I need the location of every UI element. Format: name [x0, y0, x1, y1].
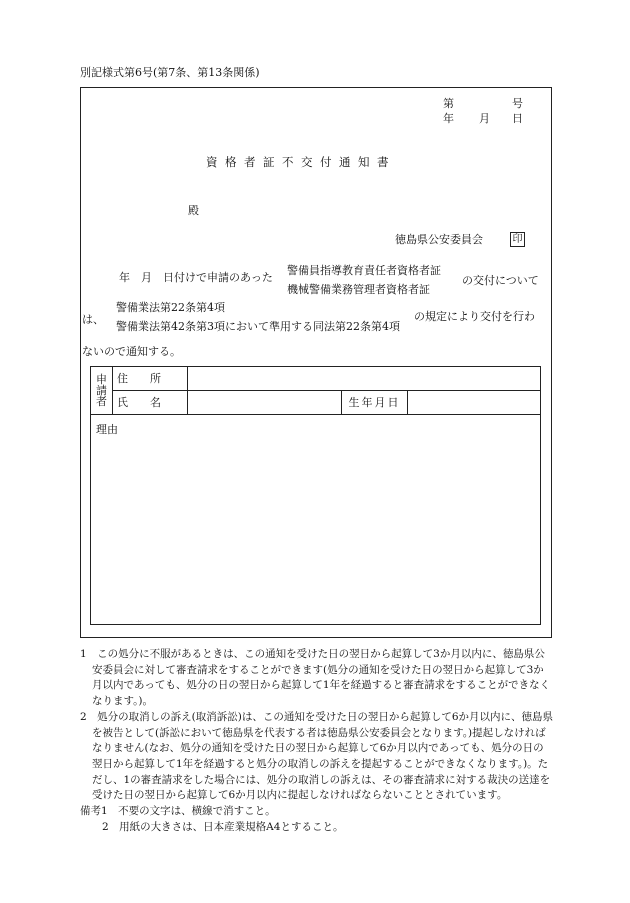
body-law-1: 警備業法第22条第4項 — [116, 301, 225, 314]
addressee-suffix: 殿 — [188, 204, 199, 217]
address-value[interactable] — [188, 367, 541, 391]
body-cert-tail: の交付について — [462, 274, 539, 287]
dob-value[interactable] — [408, 391, 541, 415]
seal-mark: 印 — [510, 232, 525, 247]
dob-label: 生年月日 — [342, 391, 408, 415]
address-label: 住 所 — [113, 367, 188, 391]
body-law-2: 警備業法第42条第3項において準用する同法第22条第4項 — [116, 320, 400, 333]
body-cert-2: 機械警備業務管理者資格者証 — [287, 283, 430, 296]
applicant-group-label: 申 請 者 — [91, 367, 113, 415]
number-suffix: 号 — [512, 97, 523, 110]
name-label: 氏 名 — [113, 391, 188, 415]
body-date-part: 年 月 日付けで申請のあった — [119, 271, 273, 284]
issuer-name: 徳島県公安委員会 — [395, 233, 483, 246]
reason-label: 理由 — [96, 423, 118, 436]
body-wa: は、 — [82, 313, 104, 326]
body-law-tail: の規定により交付を行わ — [414, 310, 535, 323]
applicant-table — [90, 366, 541, 415]
remark-item: 備考1 不要の文字は、横線で消すこと。 — [80, 805, 276, 818]
reason-box[interactable] — [90, 415, 541, 625]
notes-section — [80, 647, 554, 835]
remark-item: 2 用紙の大きさは、日本産業規格A4とすること。 — [102, 820, 344, 833]
date-day: 日 — [512, 112, 523, 125]
notice-frame — [80, 87, 552, 638]
name-value[interactable] — [188, 391, 342, 415]
document-title: 資格者証不交付通知書 — [206, 155, 396, 169]
body-last-line: ないので通知する。 — [82, 345, 181, 358]
note-item: 2 処分の取消しの訴え(取消訴訟)は、この通知を受けた日の翌日から起算して6か月以内に、徳島県を被告として(訴訟において徳島県を代表する者は徳島県公安委員会となります。)提起しなければなりません(なお、処分の通知を受けた日の翌日から起算して6か月以内であっても、処分の日の翌日から起算して1年を経過すると処分の取消しの訴えを提起することができなくなります。)。ただし、1の審査請求をした場合には、処分の取消しの訴えは、その審査請求に対する裁決の送達を受けた日の翌日から起算して6か月以内に提起しなければならないこととされています。 — [80, 710, 554, 802]
number-prefix: 第 — [443, 97, 454, 110]
date-month: 月 — [479, 112, 490, 125]
table-row — [91, 367, 541, 391]
note-item: 1 この処分に不服があるときは、この通知を受けた日の翌日から起算して3か月以内に、徳島県公安委員会に対して審査請求をすることができます(処分の通知を受けた日の翌日から起算して3か月以内であっても、処分の日の翌日から起算して1年を経過すると審査請求をすることができなくなります。)。 — [80, 648, 551, 708]
table-row — [91, 391, 541, 415]
body-cert-1: 警備員指導教育責任者資格者証 — [287, 264, 441, 277]
form-label: 別記様式第6号(第7条、第13条関係) — [80, 66, 260, 79]
date-year: 年 — [443, 112, 454, 125]
